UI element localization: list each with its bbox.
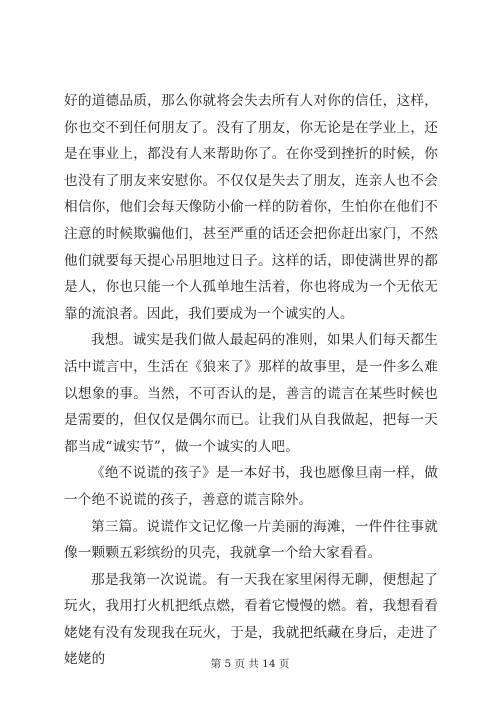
- document-body: [64, 88, 438, 673]
- paragraph-5: 那是我第一次说谎。有一天我在家里闲得无聊，便想起了玩火，我用打火机把纸点燃，看着它慢慢的燃。着，我想看看姥姥有没有发现我在玩火，于是，我就把纸藏在身后，走进了姥姥的: [64, 571, 438, 668]
- paragraph-4: 第三篇。说谎作文记忆像一片美丽的海滩，一件件往事就像一颗颗五彩缤纷的贝壳，我就拿一个给大家看看。: [64, 518, 438, 562]
- paragraph-2: 我想。诚实是我们做人最起码的准则，如果人们每天都生活中谎言中，生活在《狼来了》那样的故事里，是一件多么难以想象的事。当然，不可否认的是，善言的谎言在某些时候也是需要的，但仅仅是偶尔而已。让我们从自我做起，把每一天都当成“诚实节”，做一个诚实的人吧。: [64, 332, 438, 455]
- paragraph-3: 《绝不说谎的孩子》是一本好书，我也愿像旦南一样，做一个绝不说谎的孩子，善意的谎言除外。: [64, 465, 438, 508]
- page-number-footer: 第 5 页 共 14 页: [210, 658, 290, 670]
- paragraph-1: 好的道德品质，那么你就将会失去所有人对你的信任，这样，你也交不到任何朋友了。没有了朋友，你无论是在学业上，还是在事业上，都没有人来帮助你了。在你受到挫折的时候，你也没有了朋友来安慰你。不仅仅是失去了朋友，连亲人也不会相信你，他们会每天像防小偷一样的防着你，生怕你在他们不注意的时候欺骗他们，甚至严重的话还会把你赶出家门，不然他们就要每天提心吊胆地过日子。这样的话，即使满世界的都是人，你也只能一个人孤单地生活着，你也将成为一个无依无靠的流浪者。因此，我们要成为一个诚实的人。: [64, 93, 438, 322]
